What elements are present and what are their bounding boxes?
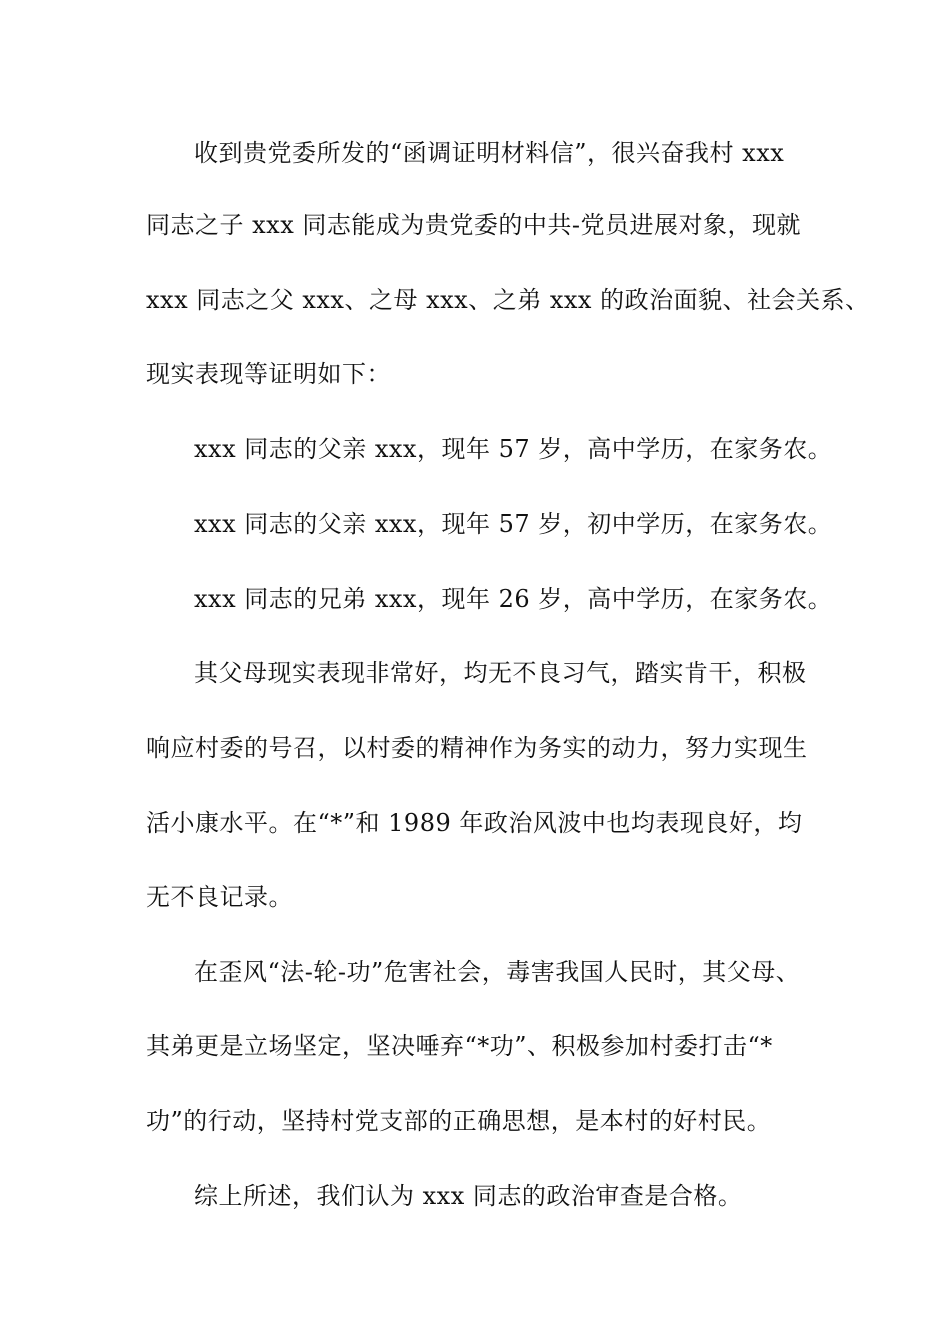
text-line: 其弟更是立场坚定，坚决唾弃“*功”、积极参加村委打击“* xyxy=(146,1032,773,1060)
text-line: 响应村委的号召，以村委的精神作为务实的动力，努力实现生 xyxy=(146,734,808,762)
text-line: xxx 同志之父 xxx、之母 xxx、之弟 xxx 的政治面貌、社会关系、 xyxy=(146,286,870,314)
text-line: 活小康水平。在“*”和 1989 年政治风波中也均表现良好，均 xyxy=(146,809,803,837)
text-line: 其父母现实表现非常好，均无不良习气，踏实肯干，积极 xyxy=(194,659,807,687)
text-line: 综上所述，我们认为 xxx 同志的政治审查是合格。 xyxy=(194,1182,743,1210)
text-line: 无不良记录。 xyxy=(146,883,293,911)
text-line: 在歪风“法-轮-功”危害社会，毒害我国人民时，其父母、 xyxy=(194,958,801,986)
text-line: xxx 同志的兄弟 xxx，现年 26 岁，高中学历，在家务农。 xyxy=(194,585,833,613)
text-line: 功”的行动，坚持村党支部的正确思想，是本村的好村民。 xyxy=(146,1107,772,1135)
text-line: 现实表现等证明如下： xyxy=(146,360,391,388)
text-line: 收到贵党委所发的“函调证明材料信”，很兴奋我村 xxx xyxy=(194,139,785,167)
text-line: 同志之子 xxx 同志能成为贵党委的中共-党员进展对象，现就 xyxy=(146,211,801,239)
text-line: xxx 同志的父亲 xxx，现年 57 岁，初中学历，在家务农。 xyxy=(194,510,833,538)
text-line: xxx 同志的父亲 xxx，现年 57 岁，高中学历，在家务农。 xyxy=(194,435,833,463)
